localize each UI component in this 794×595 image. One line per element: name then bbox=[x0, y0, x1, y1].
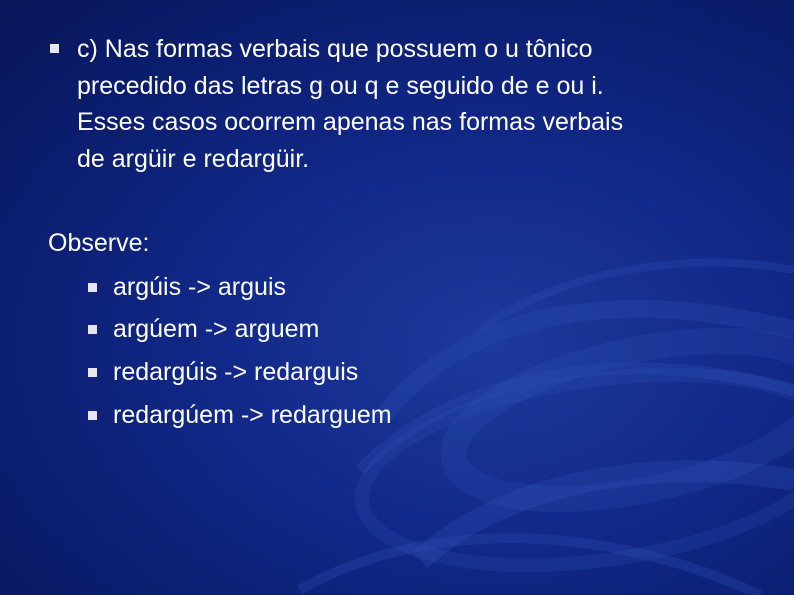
main-point-text bbox=[77, 31, 767, 177]
square-bullet-icon bbox=[50, 44, 59, 53]
observe-item: redargúem -> redarguem bbox=[113, 401, 392, 429]
square-bullet-icon bbox=[88, 411, 97, 420]
main-point-line: de argüir e redargüir. bbox=[77, 144, 310, 173]
observe-item: argúis -> arguis bbox=[113, 273, 286, 301]
main-point-line: precedido das letras g ou q e seguido de e ou i. bbox=[77, 71, 604, 100]
main-point-line: c) Nas formas verbais que possuem o u tônico bbox=[77, 35, 593, 63]
square-bullet-icon bbox=[88, 368, 97, 377]
observe-heading: Observe: bbox=[48, 229, 150, 257]
main-point-line: Esses casos ocorrem apenas nas formas verbais bbox=[77, 108, 624, 136]
square-bullet-icon bbox=[88, 325, 97, 334]
observe-item: redargúis -> redarguis bbox=[113, 358, 359, 386]
square-bullet-icon bbox=[88, 283, 97, 292]
observe-item: argúem -> arguem bbox=[113, 315, 320, 343]
